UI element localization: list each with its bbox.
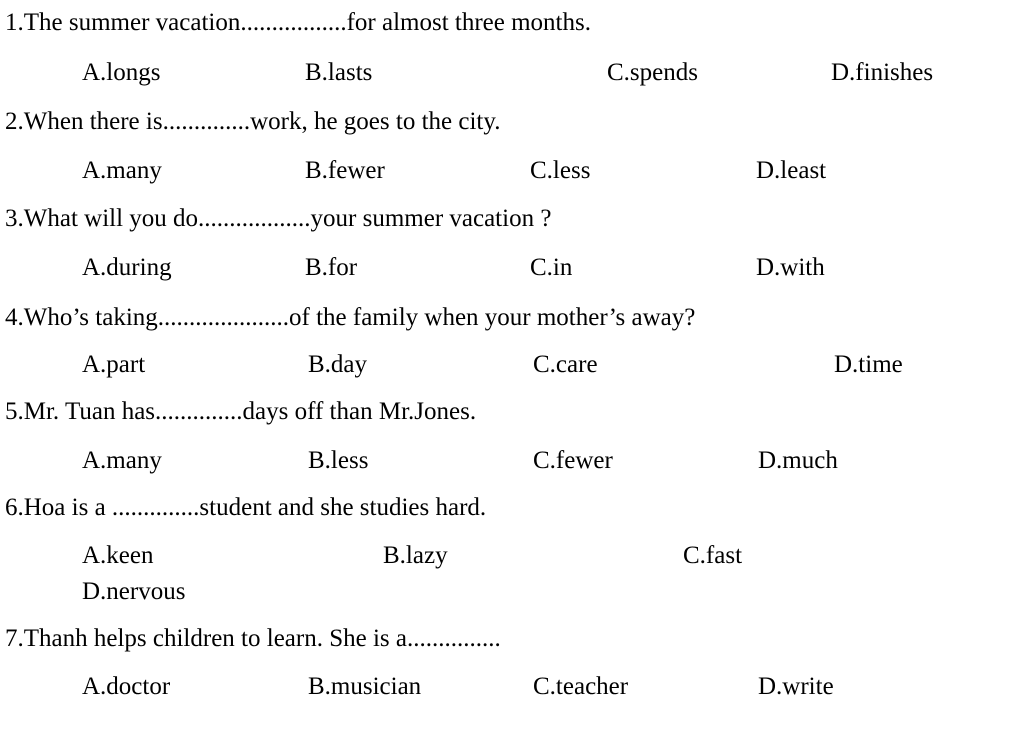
option-c: C.care <box>533 351 598 378</box>
question-4-stem: 4.Who’s taking.....................of the family when your mother’s away? <box>5 304 696 331</box>
question-6-stem: 6.Hoa is a ..............student and she studies hard. <box>5 494 487 521</box>
question-2-stem: 2.When there is..............work, he goes to the city. <box>5 108 501 135</box>
option-d: D.time <box>834 351 903 378</box>
option-b: B.lazy <box>383 542 448 569</box>
option-b: B.lasts <box>305 59 373 86</box>
question-3-stem: 3.What will you do..................your summer vacation ? <box>5 205 552 232</box>
option-a: A.during <box>82 254 172 281</box>
option-b: B.for <box>305 254 358 281</box>
option-d: D.much <box>758 447 838 474</box>
option-c: C.in <box>530 254 573 281</box>
question-7-stem: 7.Thanh helps children to learn. She is a............... <box>5 625 501 652</box>
option-d: D.finishes <box>831 59 934 86</box>
option-d: D.least <box>756 157 827 184</box>
option-a: A.keen <box>82 542 154 569</box>
option-c: C.fewer <box>533 447 613 474</box>
option-b: B.fewer <box>305 157 385 184</box>
option-c: C.teacher <box>533 673 629 700</box>
option-a: A.doctor <box>82 673 171 700</box>
option-c: C.less <box>530 157 591 184</box>
option-c: C.fast <box>683 542 743 569</box>
option-b: B.day <box>308 351 368 378</box>
option-d: D.with <box>756 254 825 281</box>
option-d: D.write <box>758 673 834 700</box>
option-b: B.musician <box>308 673 422 700</box>
option-a: A.many <box>82 447 162 474</box>
option-a: A.part <box>82 351 146 378</box>
option-d: D.nervous <box>82 578 186 605</box>
option-a: A.longs <box>82 59 161 86</box>
option-a: A.many <box>82 157 162 184</box>
option-c: C.spends <box>607 59 698 86</box>
question-1-stem: 1.The summer vacation.................for almost three months. <box>5 9 591 36</box>
question-5-stem: 5.Mr. Tuan has..............days off than Mr.Jones. <box>5 398 477 425</box>
option-b: B.less <box>308 447 369 474</box>
